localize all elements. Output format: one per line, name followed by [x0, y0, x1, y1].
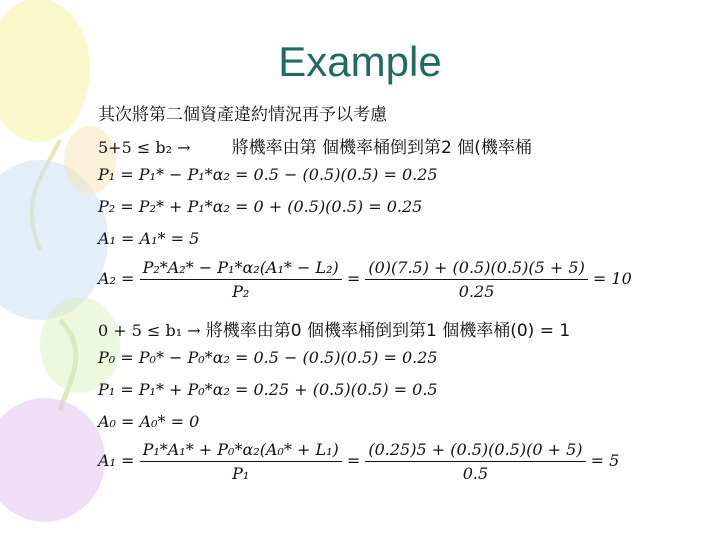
intro-text: 其次將第二個資產違約情況再予以考慮	[98, 105, 387, 125]
case2-description: 將機率由第0 個機率桶倒到第1 個機率桶(0) = 1	[205, 321, 571, 341]
case1-line	[98, 133, 532, 158]
purple-balloon	[0, 398, 105, 522]
eq-a1-result: = 5	[590, 451, 620, 470]
eq-a1-denominator-values: 0.5	[462, 464, 489, 483]
eq-a1-case1: A₁ = A₁* = 5	[98, 229, 200, 248]
case2-line	[98, 316, 570, 341]
case1-description: 將機率由第 個機率桶倒到第2 個(機率桶	[231, 138, 532, 158]
eq-a2-denominator: P₂	[232, 282, 250, 301]
eq-a2-fraction	[140, 258, 342, 301]
eq-a1-numerator-values: (0.25)5 + (0.5)(0.5)(0 + 5)	[365, 440, 585, 462]
eq-a2-fraction-values	[365, 258, 587, 301]
eq-a1-numerator: P₁*A₁* + P₀*α₂(A₀* + L₁)	[140, 440, 342, 462]
eq-a2-equals: =	[346, 269, 361, 288]
eq-p2-case1: P₂ = P₂* + P₁*α₂ = 0 + (0.5)(0.5) = 0.25	[98, 197, 423, 216]
eq-a2-case1	[98, 258, 632, 301]
eq-p0-case2: P₀ = P₀* − P₀*α₂ = 0.5 − (0.5)(0.5) = 0.25	[98, 348, 438, 367]
eq-a1-denominator: P₁	[232, 464, 250, 483]
eq-a2-denominator-values: 0.25	[458, 282, 495, 301]
eq-a0-case2: A₀ = A₀* = 0	[98, 412, 200, 431]
green-balloon	[40, 297, 120, 393]
eq-p1-case2: P₁ = P₁* + P₀*α₂ = 0.25 + (0.5)(0.5) = 0.5	[98, 380, 438, 399]
eq-p1-case1: P₁ = P₁* − P₁*α₂ = 0.5 − (0.5)(0.5) = 0.25	[98, 165, 438, 184]
eq-a1-equals: =	[346, 451, 361, 470]
eq-a2-lhs: A₂ =	[98, 269, 135, 288]
eq-a1-lhs: A₁ =	[98, 451, 135, 470]
slide-title: Example	[278, 38, 442, 85]
eq-a2-numerator: P₂*A₂* − P₁*α₂(A₁* − L₂)	[140, 258, 342, 280]
eq-a2-numerator-values: (0)(7.5) + (0.5)(0.5)(5 + 5)	[365, 258, 587, 280]
eq-a1-fraction-values	[365, 440, 585, 483]
case1-condition: 5+5 ≤ b₂ →	[98, 138, 191, 157]
eq-a1-case2	[98, 440, 619, 483]
case2-condition: 0 + 5 ≤ b₁ →	[98, 321, 201, 340]
eq-a2-result: = 10	[592, 269, 632, 288]
eq-a1-fraction	[140, 440, 342, 483]
